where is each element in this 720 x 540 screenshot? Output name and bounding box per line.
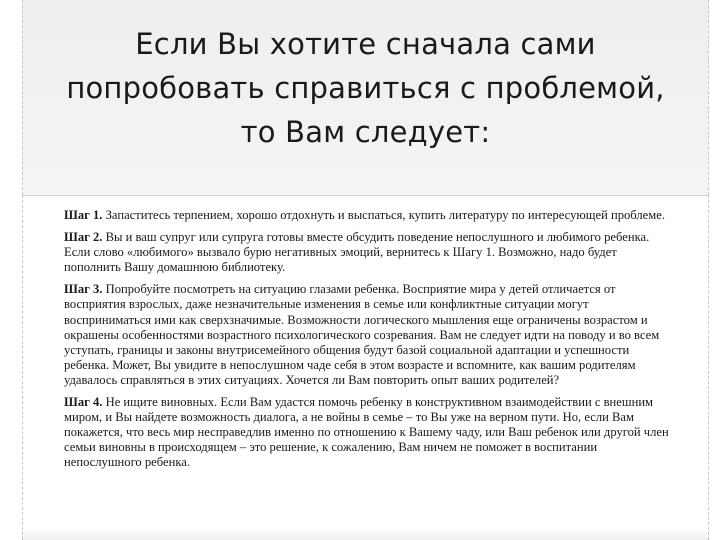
right-frame-border: [708, 195, 709, 540]
step-4-label: Шаг 4.: [64, 395, 103, 410]
step-1-text: Запаститесь терпением, хорошо отдохнуть и выспаться, купить литературу по интересующей проблеме.: [102, 208, 665, 222]
slide-title-line-3: то Вам следует:: [240, 115, 491, 149]
step-3-label: Шаг 3.: [64, 282, 103, 297]
step-1: [64, 208, 670, 223]
slide-title-line-2: попробовать справиться с проблемой,: [66, 71, 665, 105]
slide-body: [64, 208, 670, 478]
slide-title-line-1: Если Вы хотите сначала сами: [135, 27, 596, 61]
slide-title: [40, 22, 691, 154]
bottom-shadow: [22, 528, 709, 540]
step-2: [64, 230, 670, 275]
title-divider: [22, 195, 709, 196]
left-frame-border: [22, 195, 23, 540]
step-4-text: Не ищите виновных. Если Вам удастся помочь ребенку в конструктивном взаимодействии с внешним миром, и Вы найдете возможность диалога, а не войны в семье – то Вы уже на верном пути. Но, если Вам покажется, что весь мир несправедлив именно по отношению к Вашему чаду, или Ваш ребенок или другой член семьи виновны в происходящем – это решение, к сожалению, Вам ничем не поможет в воспитании непослушного ребенка.: [64, 395, 669, 470]
step-2-label: Шаг 2.: [64, 230, 103, 245]
step-3: [64, 282, 670, 388]
step-1-label: Шаг 1.: [64, 208, 103, 222]
step-3-text: Попробуйте посмотреть на ситуацию глазами ребенка. Восприятие мира у детей отличается от восприятия взрослых, даже незначительные изменения в семье или конфликтные ситуации могут восприниматься ими как сверхзначимые. Возможности логического мышления еще ограничены возрастом и окрашены особенностями возрастного психологического созревания. Вам не следует идти на поводу и во всем уступать, границы и законы внутрисемейного общения будут базой социальной адаптации и успешности ребенка. Может, Вы увидите в непослушном чаде себя в этом возрасте и вспомните, как вашим родителям удавалось справляться в этих ситуациях. Хочется ли Вам повторить опыт ваших родителей?: [64, 282, 660, 387]
step-4: [64, 395, 670, 470]
step-2-text: Вы и ваш супруг или супруга готовы вместе обсудить поведение непослушного и любимого ребенка. Если слово «любимого» вызвало бурю негативных эмоций, вернитесь к Шагу 1. Возможно, надо будет пополнить Вашу домашнюю библиотеку.: [64, 230, 650, 275]
